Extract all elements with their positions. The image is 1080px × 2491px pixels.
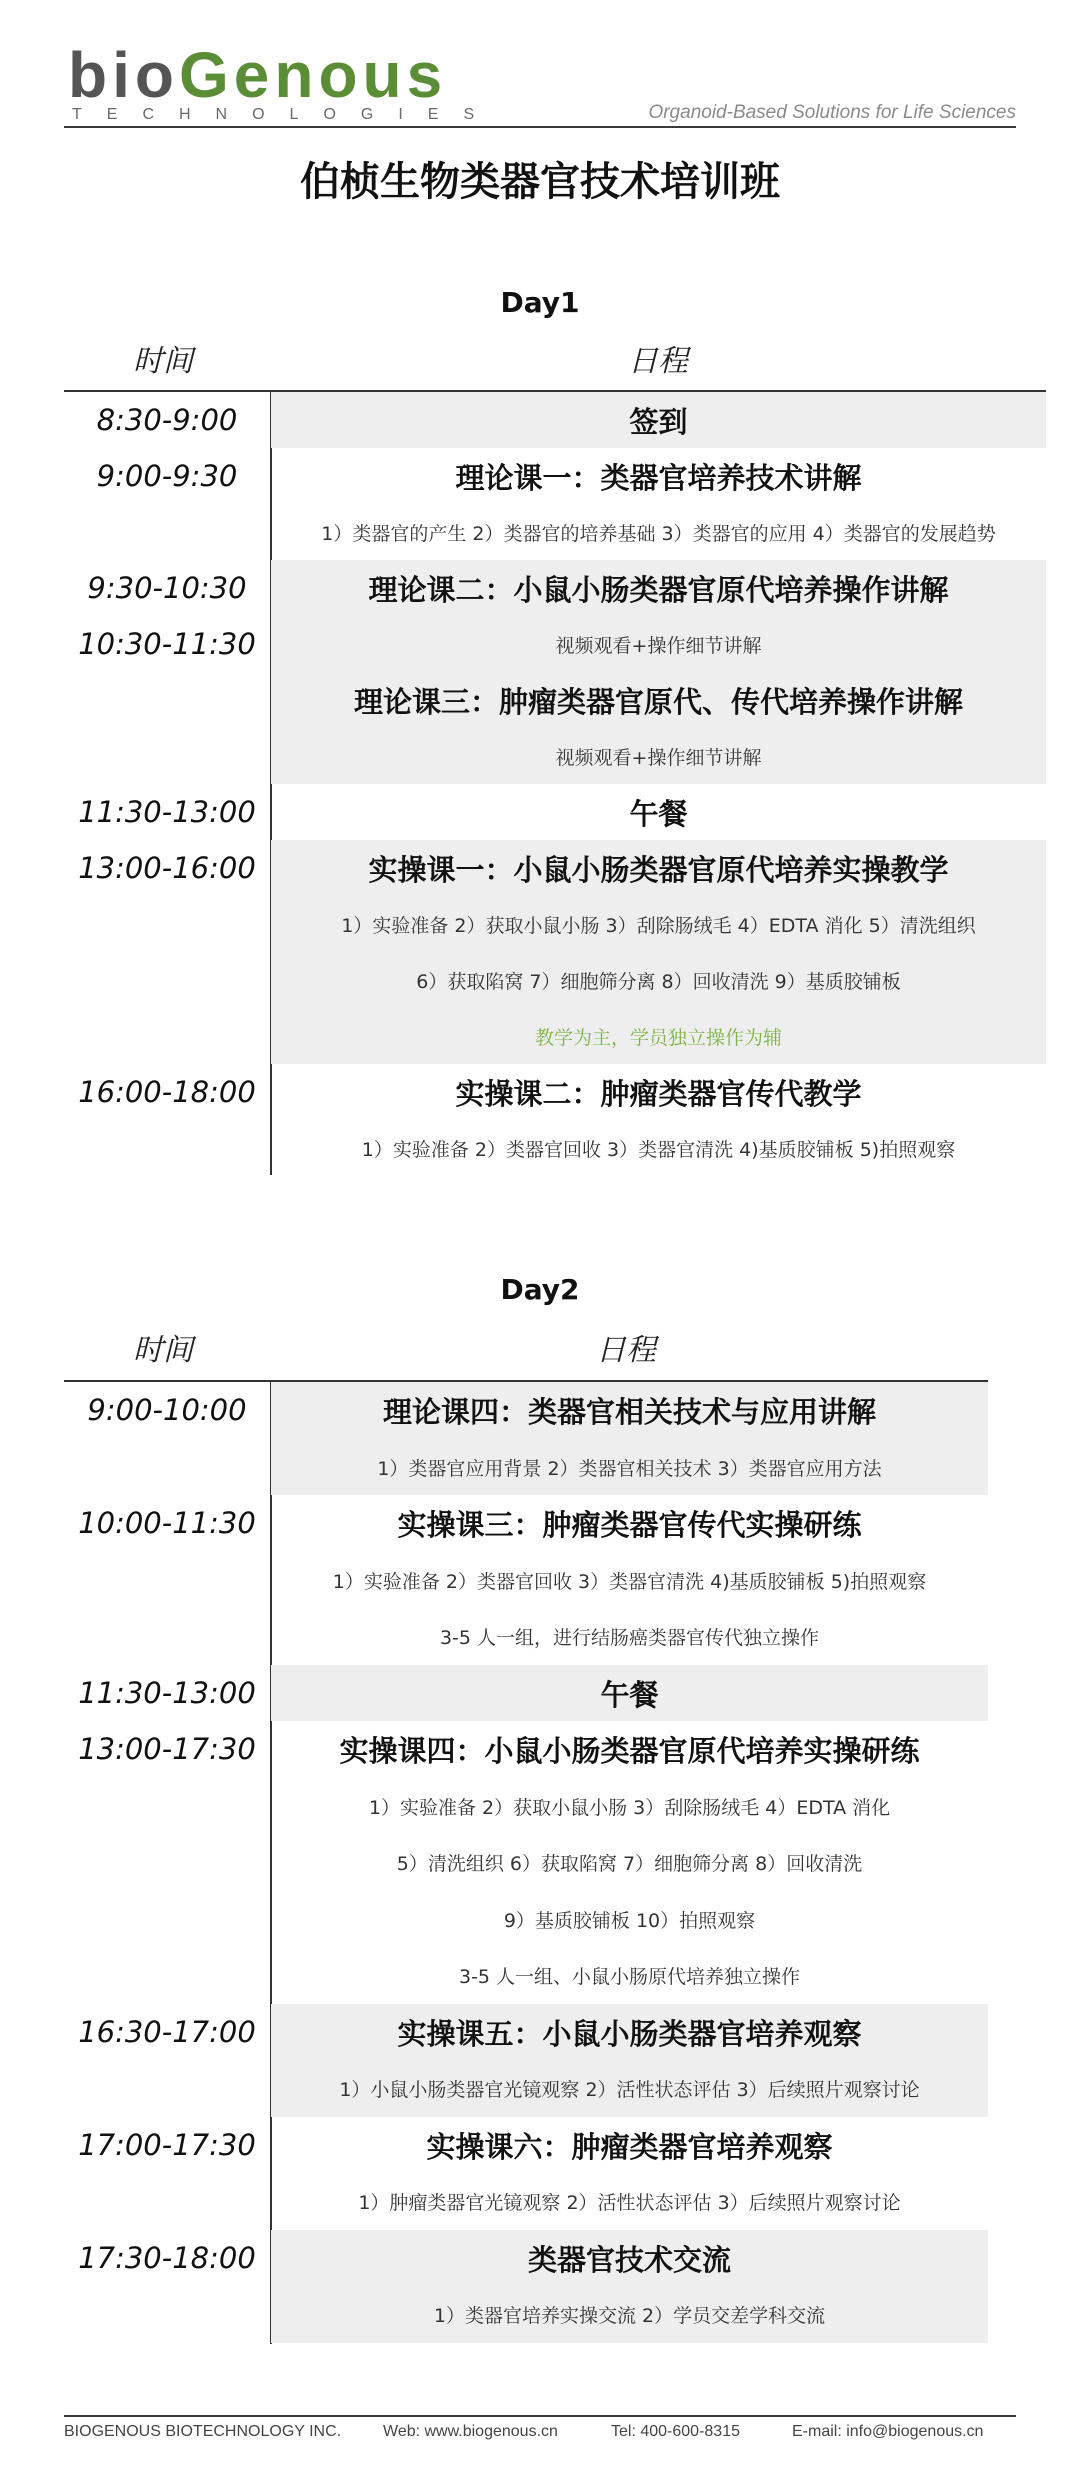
day2-row-practice4 — [271, 1721, 988, 1778]
day2-row-practice4-detail3 — [271, 1891, 988, 1947]
day1-row-practice2-detail — [271, 1120, 1046, 1176]
row-detail: 1）类器官应用背景 2）类器官相关技术 3）类器官应用方法 — [377, 1457, 882, 1480]
logo-genous-text: Genous — [178, 39, 448, 111]
row-detail: 1）类器官培养实操交流 2）学员交差学科交流 — [433, 2305, 826, 2327]
row-title: 理论课四：类器官相关技术与应用讲解 — [382, 1395, 876, 1429]
day1-row-theory2 — [271, 560, 1046, 616]
row-detail: 1）实验准备 2）类器官回收 3）类器官清洗 4)基质胶铺板 5)拍照观察 — [332, 1570, 927, 1593]
row-title: 签到 — [629, 404, 688, 439]
day2-title: Day2 — [500, 1273, 580, 1306]
row-title: 类器官技术交流 — [527, 2242, 731, 2277]
row-detail: 视频观看+操作细节讲解 — [555, 634, 762, 657]
row-detail: 1）肿瘤类器官光镜观察 2）活性状态评估 3）后续照片观察讨论 — [358, 2192, 901, 2214]
row-title: 理论课一：类器官培养技术讲解 — [455, 460, 862, 495]
day1-schedule-header: 日程 — [628, 344, 688, 379]
day1-time: 8:30-9:00 — [96, 403, 238, 437]
row-title: 实操课三：肿瘤类器官传代实操研练 — [397, 1508, 862, 1542]
day1-time: 9:00-9:30 — [96, 459, 238, 493]
day1-row-checkin — [271, 392, 1046, 448]
day2-row-practice6-detail — [271, 2173, 988, 2230]
day2-time-header: 时间 — [133, 1333, 193, 1368]
row-detail: 1）类器官的产生 2）类器官的培养基础 3）类器官的应用 4）类器官的发展趋势 — [321, 522, 996, 545]
day1-time: 10:30-11:30 — [78, 627, 256, 661]
row-note: 教学为主，学员独立操作为辅 — [534, 1026, 782, 1049]
row-title: 实操课四：小鼠小肠类器官原代培养实操研练 — [339, 1734, 920, 1768]
day2-row-practice3-detail — [271, 1552, 988, 1608]
header-divider — [64, 126, 1016, 128]
row-title: 实操课一：小鼠小肠类器官原代培养实操教学 — [368, 852, 949, 887]
day2-time: 17:00-17:30 — [78, 2128, 256, 2162]
page-title: 伯桢生物类器官技术培训班 — [300, 159, 780, 205]
tagline: Organoid-Based Solutions for Life Sciences — [648, 102, 1016, 123]
day1-row-theory1 — [271, 448, 1046, 504]
row-detail: 5）清洗组织 6）获取陷窝 7）细胞筛分离 8）回收清洗 — [396, 1853, 863, 1875]
row-detail: 1）小鼠小肠类器官光镜观察 2）活性状态评估 3）后续照片观察讨论 — [339, 2079, 920, 2101]
logo-subtitle: TECHNOLOGIES — [72, 106, 500, 123]
day2-row-practice3-note — [271, 1608, 988, 1665]
row-detail: 1）实验准备 2）获取小鼠小肠 3）刮除肠绒毛 4）EDTA 消化 5）清洗组织 — [341, 914, 976, 937]
row-title: 实操课六：肿瘤类器官培养观察 — [426, 2129, 833, 2164]
row-detail: 6）获取陷窝 7）细胞筛分离 8）回收清洗 9）基质胶铺板 — [416, 970, 901, 993]
day2-row-practice3 — [271, 1495, 988, 1552]
row-detail: 视频观看+操作细节讲解 — [555, 746, 762, 769]
footer-tel: Tel: 400-600-8315 — [611, 2423, 740, 2440]
row-detail: 3-5 人一组、小鼠小肠原代培养独立操作 — [458, 1966, 801, 1988]
day1-row-practice2 — [271, 1064, 1046, 1120]
biogenous-logo — [68, 39, 500, 124]
footer-email: E-mail: info@biogenous.cn — [792, 2423, 984, 2440]
day2-time: 10:00-11:30 — [78, 1506, 256, 1540]
day2-row-theory4 — [271, 1382, 988, 1439]
day1-row-theory1-detail — [271, 504, 1046, 560]
row-title: 午餐 — [600, 1677, 659, 1712]
day2-row-exchange-detail — [271, 2286, 988, 2343]
day1-time: 9:30-10:30 — [87, 571, 247, 605]
row-detail: 1）实验准备 2）类器官回收 3）类器官清洗 4)基质胶铺板 5)拍照观察 — [361, 1138, 956, 1161]
row-detail: 9）基质胶铺板 10）拍照观察 — [503, 1909, 756, 1932]
day2-time: 9:00-10:00 — [87, 1393, 247, 1427]
day2-schedule-header: 日程 — [596, 1333, 656, 1368]
day1-row-practice1-detail1 — [271, 896, 1046, 952]
day2-row-exchange — [271, 2230, 988, 2286]
day2-row-theory4-detail — [271, 1439, 988, 1495]
day2-row-practice4-detail2 — [271, 1834, 988, 1891]
day2-time: 17:30-18:00 — [78, 2241, 256, 2275]
row-title: 实操课二：肿瘤类器官传代教学 — [455, 1076, 862, 1111]
row-title: 理论课二：小鼠小肠类器官原代培养操作讲解 — [368, 572, 949, 607]
day1-time: 13:00-16:00 — [78, 851, 256, 885]
day1-row-theory3 — [271, 672, 1046, 728]
row-title: 午餐 — [629, 796, 688, 831]
footer-company: BIOGENOUS BIOTECHNOLOGY INC. — [64, 2423, 342, 2440]
day1-row-practice1 — [271, 840, 1046, 896]
logo-bio-text: bio — [68, 39, 179, 111]
day2-time: 13:00-17:30 — [78, 1732, 256, 1766]
footer-web: Web: www.biogenous.cn — [383, 2423, 558, 2440]
day2-row-practice5-detail — [271, 2060, 988, 2117]
day1-row-lunch — [271, 784, 1046, 840]
day1-time: 16:00-18:00 — [78, 1075, 256, 1109]
day2-row-practice6 — [271, 2117, 988, 2173]
footer-divider — [64, 2415, 1016, 2417]
day2-row-practice4-note — [271, 1947, 988, 2004]
day2-row-practice5 — [271, 2004, 988, 2060]
day1-row-theory3-detail — [271, 728, 1046, 784]
logo-wordmark — [68, 39, 499, 111]
row-title: 理论课三：肿瘤类器官原代、传代培养操作讲解 — [353, 684, 963, 719]
row-detail: 1）实验准备 2）获取小鼠小肠 3）刮除肠绒毛 4）EDTA 消化 — [368, 1796, 891, 1819]
row-detail: 3-5 人一组，进行结肠癌类器官传代独立操作 — [439, 1627, 820, 1649]
day1-row-practice1-detail2 — [271, 952, 1046, 1008]
day1-time: 11:30-13:00 — [78, 795, 256, 829]
day1-row-practice1-note — [271, 1008, 1046, 1064]
day2-time: 11:30-13:00 — [78, 1676, 256, 1710]
day1-row-theory2-detail — [271, 616, 1046, 672]
day1-title: Day1 — [500, 286, 580, 319]
day2-time: 16:30-17:00 — [78, 2015, 256, 2049]
row-title: 实操课五：小鼠小肠类器官培养观察 — [397, 2016, 862, 2051]
day2-row-practice4-detail1 — [271, 1778, 988, 1834]
day1-time-header: 时间 — [133, 344, 193, 379]
day2-row-lunch — [271, 1665, 988, 1721]
header — [64, 40, 1016, 130]
